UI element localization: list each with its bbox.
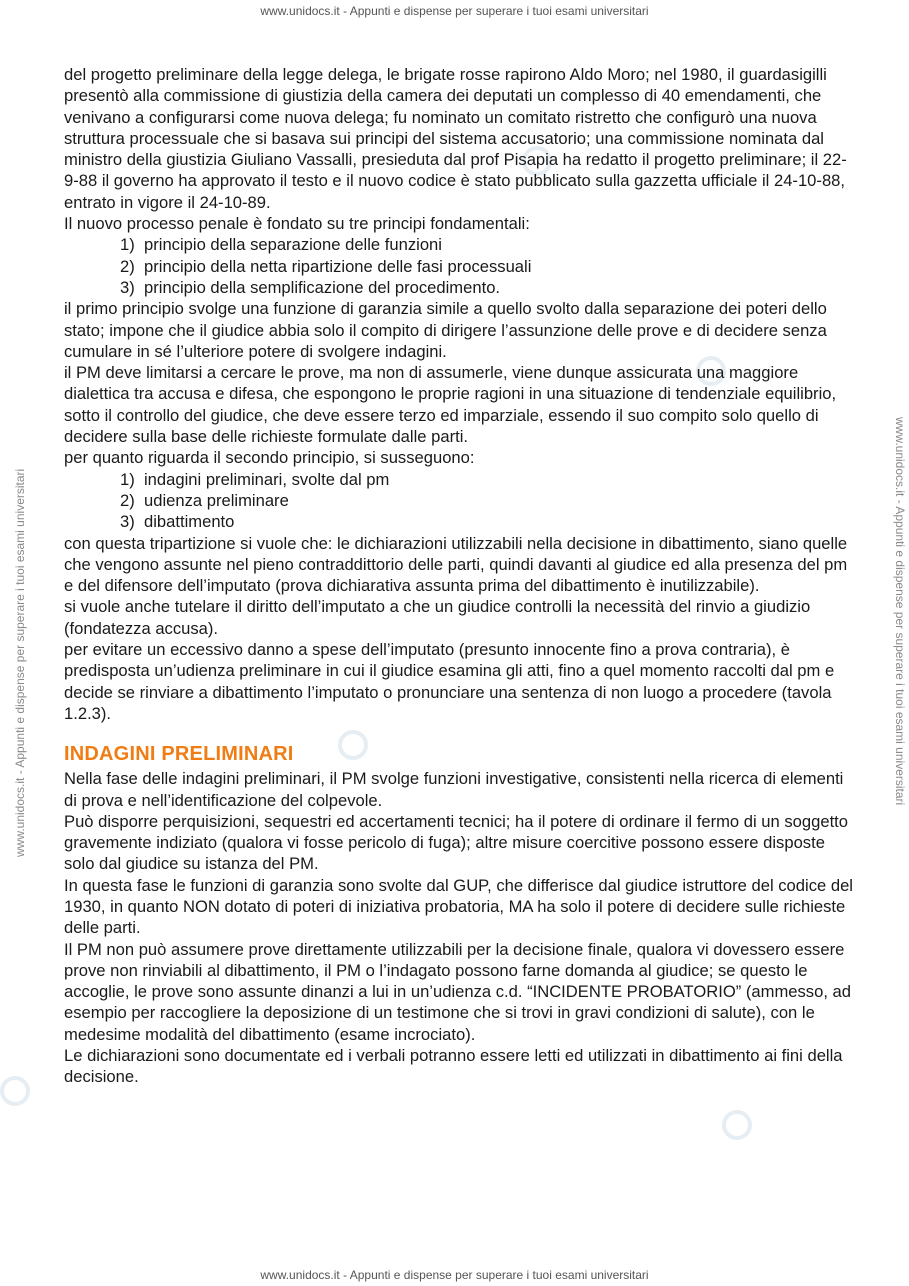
paragraph: Può disporre perquisizioni, sequestri ed accertamenti tecnici; ha il potere di ordinare il fermo di un soggetto gravemente indiziato (qualora vi fosse pericolo di fuga); altre misure coercitive possono essere disposte solo dal giudice su istanza del PM. bbox=[64, 811, 849, 874]
list-item bbox=[64, 256, 854, 277]
watermark-side-right: www.unidocs.it - Appunti e dispense per superare i tuoi esami universitari bbox=[893, 417, 907, 806]
paragraph: Il PM non può assumere prove direttamente utilizzabili per la decisione finale, qualora vi dovessero essere prove non rinviabili al dibattimento, il PM o l’indagato possono farne domanda al giudice; se questo le accoglie, le prove sono assunte dinanzi a lui in un’udienza c.d. “INCIDENTE PROBATORIO” (ammesso, ad esempio per raccogliere la deposizione di un testimone che si trovi in gravi condizioni di salute), con le medesime modalità del dibattimento (esame incrociato). bbox=[64, 939, 852, 1044]
list-number: 2) bbox=[120, 490, 135, 510]
list-number: 1) bbox=[120, 235, 135, 255]
document-body bbox=[64, 64, 854, 1088]
paragraph: il primo principio svolge una funzione di garanzia simile a quello svolto dalla separazione dei poteri dello stato; impone che il giudice abbia solo il compito di dirigere l’assunzione delle prove e di decidere senza cumulare in sé l’ulteriore potere di svolgere indagini. bbox=[64, 299, 827, 361]
section-heading: INDAGINI PRELIMINARI bbox=[64, 743, 294, 766]
list-item bbox=[64, 277, 854, 298]
paragraph: il PM deve limitarsi a cercare le prove, ma non di assumerle, viene dunque assicurata una maggiore dialettica tra accusa e difesa, che espongono le proprie ragioni in una situazione di tendenziale equilibrio, sotto il controllo del giudice, che deve essere terzo ed imparziale, essendo il suo compito solo quello di decidere sulla base delle richieste formulate dalle parti. bbox=[64, 363, 837, 447]
list-item bbox=[64, 511, 854, 532]
paragraph: per quanto riguarda il secondo principio, si susseguono: bbox=[64, 448, 475, 468]
watermark-header: www.unidocs.it - Appunti e dispense per superare i tuoi esami universitari bbox=[260, 4, 649, 18]
paragraph: del progetto preliminare della legge delega, le brigate rosse rapirono Aldo Moro; nel 1980, il guardasigilli presentò alla commissione di giustizia della camera dei deputati un complesso di 40 emendamenti, che venivano a configurarsi come nuova delega; fu nominato un comitato ristretto che configurò una nuova struttura processuale che si basava sui principi del sistema accusatorio; una commissione nominata dal ministro della giustizia Giuliano Vassalli, presieduta dal prof Pisapia ha redatto il progetto preliminare; il 22-9-88 il governo ha approvato il testo e il nuovo codice è stato pubblicato sulla gazzetta ufficiale il 24-10-88, entrato in vigore il 24-10-89. bbox=[64, 65, 847, 212]
paragraph: per evitare un eccessivo danno a spese dell’imputato (presunto innocente fino a prova contraria), è predisposta un’udienza preliminare in cui il giudice esamina gli atti, fino a quel momento raccolti dal pm e decide se rinviare a dibattimento l’imputato o pronunciare una sentenza di non luogo a procedere (tavola 1.2.3). bbox=[64, 640, 835, 723]
list-number: 2) bbox=[120, 256, 135, 276]
list-item-text: indagini preliminari, svolte dal pm bbox=[144, 469, 390, 489]
list-item bbox=[64, 469, 854, 490]
paragraph: In questa fase le funzioni di garanzia sono svolte dal GUP, che differisce dal giudice istruttore del codice del 1930, in quanto NON dotato di poteri di iniziativa probatoria, MA ha solo il potere di decidere sulle richieste delle parti. bbox=[64, 875, 853, 938]
list-item bbox=[64, 490, 854, 511]
list-item-text: principio della netta ripartizione delle fasi processuali bbox=[144, 256, 532, 276]
paragraph: Le dichiarazioni sono documentate ed i verbali potranno essere letti ed utilizzati in dibattimento ai fini della decisione. bbox=[64, 1046, 843, 1087]
paragraph: Nella fase delle indagini preliminari, il PM svolge funzioni investigative, consistenti nella ricerca di elementi di prova e nell’identificazione del colpevole. bbox=[64, 769, 844, 810]
list-item-text: principio della semplificazione del procedimento. bbox=[144, 277, 501, 297]
list-item-text: udienza preliminare bbox=[144, 490, 289, 510]
principles-list bbox=[64, 234, 854, 298]
paragraph: si vuole anche tutelare il diritto dell’imputato a che un giudice controlli la necessità del rinvio a giudizio (fondatezza accusa). bbox=[64, 597, 811, 638]
watermark-side-left: www.unidocs.it - Appunti e dispense per superare i tuoi esami universitari bbox=[13, 468, 27, 857]
list-number: 3) bbox=[120, 277, 135, 297]
paragraph: Il nuovo processo penale è fondato su tre principi fondamentali: bbox=[64, 214, 530, 234]
list-item-text: dibattimento bbox=[144, 512, 235, 532]
list-item bbox=[64, 234, 854, 255]
paragraph: con questa tripartizione si vuole che: le dichiarazioni utilizzabili nella decisione in dibattimento, siano quelle che vengono assunte nel pieno contraddittorio delle parti, quindi davanti al giudice ed alla presenza del pm e del difensore dell’imputato (prova dichiarativa assunta prima del dibattimento è inutilizzabile). bbox=[64, 533, 848, 596]
watermark-footer: www.unidocs.it - Appunti e dispense per superare i tuoi esami universitari bbox=[260, 1268, 649, 1282]
list-item-text: principio della separazione delle funzioni bbox=[144, 235, 442, 255]
list-number: 1) bbox=[120, 469, 135, 489]
list-number: 3) bbox=[120, 512, 135, 532]
watermark-logo-icon bbox=[0, 1076, 30, 1106]
watermark-logo-icon bbox=[722, 1110, 752, 1140]
phases-list bbox=[64, 469, 854, 533]
